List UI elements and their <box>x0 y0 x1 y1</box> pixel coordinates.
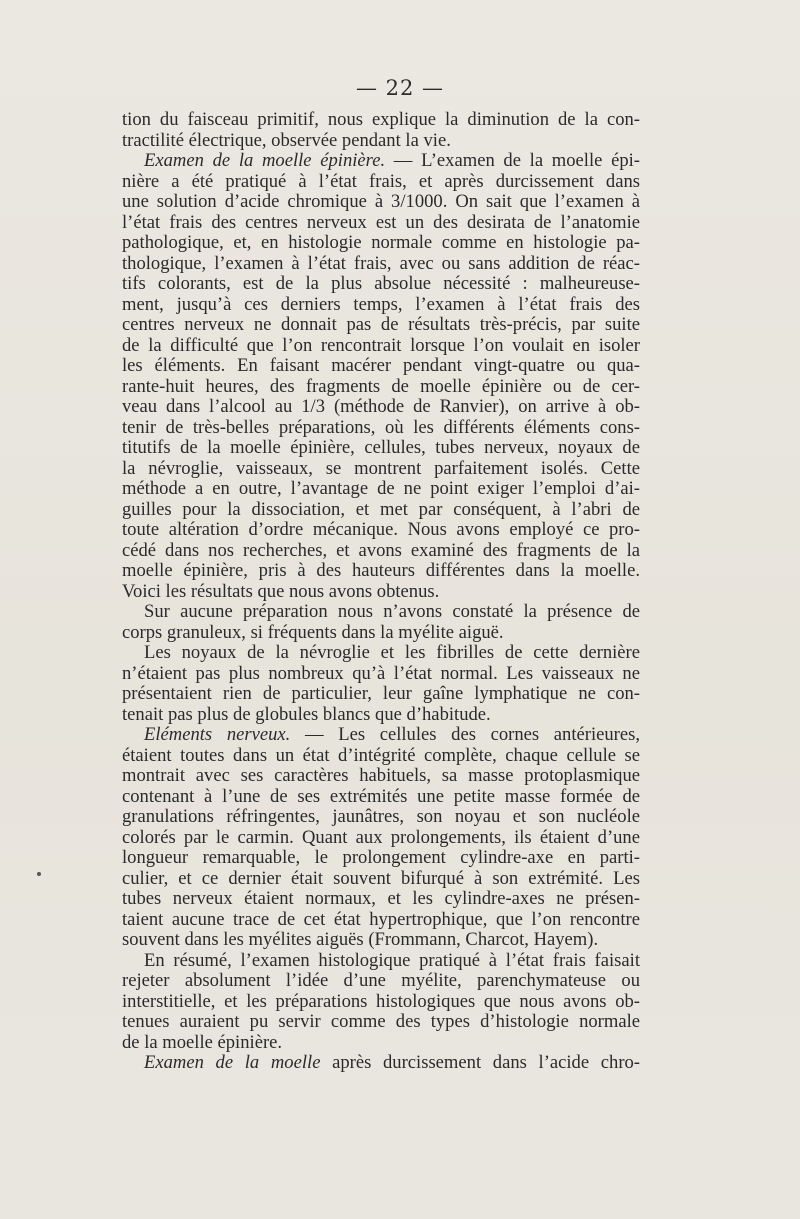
paragraph-examen-durcissement <box>122 1053 640 1074</box>
text-line: tubes nerveux étaient normaux, et les cylindre-axes ne présen- <box>122 889 640 909</box>
text-line: rejeter absolument l’idée d’une myélite, parenchymateuse ou <box>122 971 640 991</box>
paragraph-noyaux-nevroglie <box>122 643 640 725</box>
text-line: taient aucune trace de cet état hypertrophique, que l’on rencontre <box>122 909 640 930</box>
text-line: n’étaient pas plus nombreux qu’à l’état normal. Les vaisseaux ne <box>122 663 640 684</box>
text-line: Sur aucune préparation nous n’avons constaté la présence de <box>144 602 640 622</box>
text-line: centres nerveux ne donnait pas de résultats très-précis, par suite <box>122 315 640 335</box>
ink-speck <box>37 872 41 876</box>
text-line: tractilité électrique, observée pendant la vie. <box>122 130 451 151</box>
paragraph-corps-granuleux <box>122 602 640 643</box>
text-line: ment, jusqu’à ces derniers temps, l’examen à l’état frais des <box>122 294 640 315</box>
text-line: longueur remarquable, le prolongement cylindre-axe en parti- <box>122 848 640 868</box>
text-line: souvent dans les myélites aiguës (Frommann, Charcot, Hayem). <box>122 930 599 950</box>
text-line: de la moelle épinière. <box>122 1032 283 1053</box>
text-line: étaient toutes dans un état d’intégrité complète, chaque cellule se <box>122 745 640 766</box>
section-heading: Examen de la moelle <box>144 1053 321 1073</box>
text-line: corps granuleux, si fréquents dans la myélite aiguë. <box>122 622 504 643</box>
text-line: tifs colorants, est de la plus absolue nécessité : malheureuse- <box>122 274 640 294</box>
text-line: — L’examen de la moelle épi- <box>385 151 640 171</box>
text-line: tenait pas plus de globules blancs que d’habitude. <box>122 704 491 725</box>
text-line: méthode a en outre, l’avantage de ne point exiger l’emploi d’ai- <box>122 479 640 499</box>
text-line: interstitielle, et les préparations histologiques que nous avons ob- <box>122 991 640 1012</box>
paragraph-elements-nerveux <box>122 725 640 951</box>
text-line: cédé dans nos recherches, et avons examiné des fragments de la <box>122 540 640 561</box>
body-text <box>122 110 640 1074</box>
section-heading: Examen de la moelle épinière. <box>144 151 386 171</box>
page-number: — 22 — <box>355 76 445 100</box>
text-line: En résumé, l’examen histologique pratiqué à l’état frais faisait <box>144 950 640 971</box>
text-line: granulations réfringentes, jaunâtres, son noyau et son nucléole <box>122 807 640 827</box>
text-line: Voici les résultats que nous avons obtenus. <box>122 581 440 602</box>
text-line: de la difficulté que l’on rencontrait lorsque l’on voulait en isoler <box>122 335 640 356</box>
text-line: après durcissement dans l’acide chro- <box>320 1053 640 1073</box>
paragraph-continuation <box>122 110 640 151</box>
text-line: présentaient rien de particulier, leur gaîne lymphatique ne con- <box>122 684 640 704</box>
text-line: rante-huit heures, des fragments de moelle épinière ou de cer- <box>122 376 640 397</box>
text-line: tenir de très-belles préparations, où les différents éléments cons- <box>122 417 640 438</box>
text-line: Les noyaux de la névroglie et les fibrilles de cette dernière <box>144 643 640 663</box>
paragraph-examen-moelle <box>122 151 640 602</box>
text-line: les éléments. En faisant macérer pendant vingt-quatre ou qua- <box>122 356 640 376</box>
text-line: pathologique, et, en histologie normale comme en histologie pa- <box>122 233 640 253</box>
section-heading: Eléments nerveux. <box>144 725 291 745</box>
text-line: une solution d’acide chromique à 3/1000. On sait que l’examen à <box>122 192 640 212</box>
text-line: — Les cellules des cornes antérieures, <box>290 725 640 745</box>
paragraph-resume <box>122 951 640 1054</box>
text-line: tenues auraient pu servir comme des types d’histologie normale <box>122 1012 640 1032</box>
text-line: toute altération d’ordre mécanique. Nous avons employé ce pro- <box>122 520 640 540</box>
text-line: nière a été pratiqué à l’état frais, et après durcissement dans <box>122 171 640 192</box>
text-line: montrait avec ses caractères habituels, sa masse protoplasmique <box>122 766 640 786</box>
text-line: titutifs de la moelle épinière, cellules, tubes nerveux, noyaux de <box>122 438 640 458</box>
text-line: veau dans l’alcool au 1/3 (méthode de Ranvier), on arrive à ob- <box>122 397 640 417</box>
text-line: tion du faisceau primitif, nous explique la diminution de la con- <box>122 110 640 130</box>
text-line: contenant à l’une de ses extrémités une petite masse formée de <box>122 786 640 807</box>
text-line: thologique, l’examen à l’état frais, avec ou sans addition de réac- <box>122 253 640 274</box>
text-line: colorés par le carmin. Quant aux prolongements, ils étaient d’une <box>122 827 640 848</box>
text-line: moelle épinière, pris à des hauteurs différentes dans la moelle. <box>122 561 640 581</box>
text-line: l’état frais des centres nerveux est un des desirata de l’anatomie <box>122 212 640 233</box>
text-line: culier, et ce dernier était souvent bifurqué à son extrémité. Les <box>122 868 640 889</box>
text-line: guilles pour la dissociation, et met par conséquent, à l’abri de <box>122 499 640 520</box>
text-line: la névroglie, vaisseaux, se montrent parfaitement isolés. Cette <box>122 458 640 479</box>
